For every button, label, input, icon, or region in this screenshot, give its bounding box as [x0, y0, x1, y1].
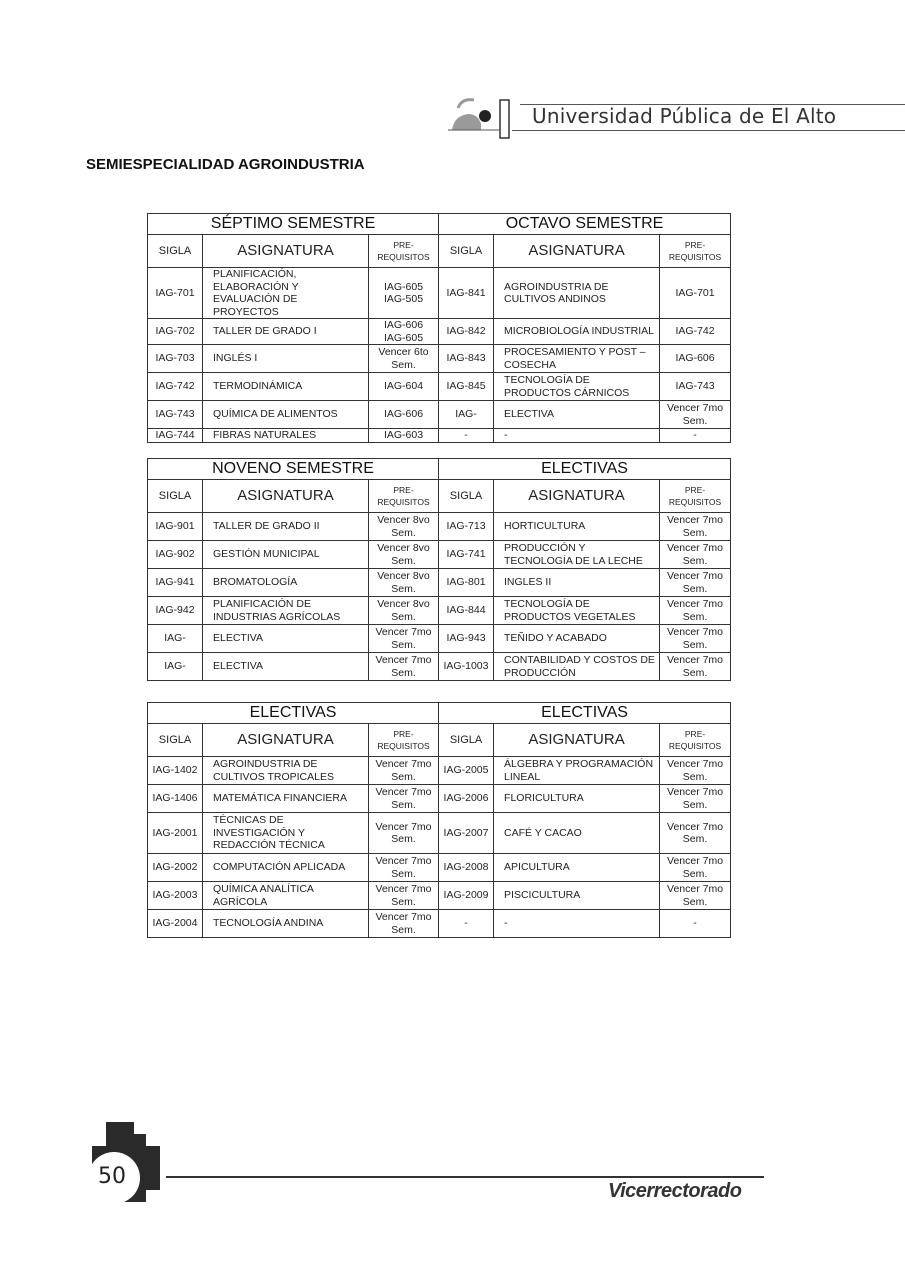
- course-name: PLANIFICACIÓN, ELABORACIÓN Y EVALUACIÓN DE PROYECTOS: [203, 268, 369, 319]
- course-name: QUÍMICA ANALÍTICA AGRÍCOLA: [203, 882, 369, 910]
- course-name: ÁLGEBRA Y PROGRAMACIÓN LINEAL: [494, 757, 660, 785]
- course-prerequisite: Vencer 8vo Sem.: [369, 569, 439, 597]
- course-row: [148, 757, 731, 785]
- course-code: IAG-841: [439, 268, 494, 319]
- column-header-sigla: SIGLA: [439, 724, 494, 757]
- course-name: MICROBIOLOGÍA INDUSTRIAL: [494, 319, 660, 345]
- curriculum-table-electivas: [147, 702, 731, 938]
- course-code: -: [439, 910, 494, 938]
- column-header-row: [148, 235, 731, 268]
- course-code: IAG-744: [148, 429, 203, 443]
- course-prerequisite: Vencer 6to Sem.: [369, 345, 439, 373]
- course-name: FLORICULTURA: [494, 785, 660, 813]
- andean-cross-logo-icon: [84, 1122, 164, 1202]
- column-header-prerequisitos: PRE-REQUISITOS: [660, 724, 731, 757]
- course-row: [148, 268, 731, 319]
- course-code: -: [439, 429, 494, 443]
- page-number: 50: [98, 1164, 126, 1189]
- course-prerequisite: Vencer 7mo Sem.: [369, 813, 439, 854]
- course-row: [148, 653, 731, 681]
- column-header-asignatura: ASIGNATURA: [494, 724, 660, 757]
- semester-title-left: SÉPTIMO SEMESTRE: [148, 214, 439, 235]
- course-code: IAG-1003: [439, 653, 494, 681]
- course-name: TALLER DE GRADO II: [203, 513, 369, 541]
- course-name: ELECTIVA: [203, 653, 369, 681]
- column-header-sigla: SIGLA: [148, 480, 203, 513]
- course-code: IAG-741: [439, 541, 494, 569]
- course-prerequisite: Vencer 7mo Sem.: [660, 757, 731, 785]
- semester-title-left: ELECTIVAS: [148, 703, 439, 724]
- course-name: TECNOLOGÍA DE PRODUCTOS CÁRNICOS: [494, 373, 660, 401]
- curriculum-table-9-electivas: [147, 458, 731, 681]
- course-prerequisite: Vencer 7mo Sem.: [369, 910, 439, 938]
- course-name: PROCESAMIENTO Y POST – COSECHA: [494, 345, 660, 373]
- header-rule: [512, 130, 905, 131]
- course-name: TECNOLOGÍA ANDINA: [203, 910, 369, 938]
- course-code: IAG-701: [148, 268, 203, 319]
- course-code: IAG-2008: [439, 854, 494, 882]
- course-row: [148, 625, 731, 653]
- course-name: AGROINDUSTRIA DE CULTIVOS ANDINOS: [494, 268, 660, 319]
- column-header-prerequisitos: PRE-REQUISITOS: [660, 235, 731, 268]
- course-prerequisite: IAG-743: [660, 373, 731, 401]
- course-name: ELECTIVA: [494, 401, 660, 429]
- course-name: ELECTIVA: [203, 625, 369, 653]
- course-code: IAG-: [439, 401, 494, 429]
- footer-rule: [166, 1176, 764, 1178]
- course-name: INGLES II: [494, 569, 660, 597]
- course-name: -: [494, 429, 660, 443]
- course-prerequisite: Vencer 7mo Sem.: [660, 882, 731, 910]
- course-code: IAG-: [148, 625, 203, 653]
- course-code: IAG-2005: [439, 757, 494, 785]
- course-code: IAG-902: [148, 541, 203, 569]
- course-prerequisite: Vencer 7mo Sem.: [660, 569, 731, 597]
- course-prerequisite: Vencer 7mo Sem.: [660, 401, 731, 429]
- course-row: [148, 401, 731, 429]
- column-header-asignatura: ASIGNATURA: [494, 480, 660, 513]
- column-header-prerequisitos: PRE-REQUISITOS: [369, 235, 439, 268]
- course-prerequisite: IAG-605 IAG-505: [369, 268, 439, 319]
- course-code: IAG-1406: [148, 785, 203, 813]
- course-code: IAG-: [148, 653, 203, 681]
- course-prerequisite: Vencer 8vo Sem.: [369, 597, 439, 625]
- column-header-prerequisitos: PRE-REQUISITOS: [369, 480, 439, 513]
- course-row: [148, 345, 731, 373]
- course-code: IAG-713: [439, 513, 494, 541]
- semester-title-left: NOVENO SEMESTRE: [148, 459, 439, 480]
- course-name: MATEMÁTICA FINANCIERA: [203, 785, 369, 813]
- course-prerequisite: IAG-603: [369, 429, 439, 443]
- course-code: IAG-801: [439, 569, 494, 597]
- course-prerequisite: IAG-606: [660, 345, 731, 373]
- course-row: [148, 597, 731, 625]
- course-prerequisite: Vencer 7mo Sem.: [660, 541, 731, 569]
- column-header-asignatura: ASIGNATURA: [203, 235, 369, 268]
- course-name: CONTABILIDAD Y COSTOS DE PRODUCCIÓN: [494, 653, 660, 681]
- course-code: IAG-942: [148, 597, 203, 625]
- course-code: IAG-742: [148, 373, 203, 401]
- course-code: IAG-2006: [439, 785, 494, 813]
- column-header-sigla: SIGLA: [439, 235, 494, 268]
- course-row: [148, 854, 731, 882]
- course-code: IAG-842: [439, 319, 494, 345]
- column-header-asignatura: ASIGNATURA: [203, 724, 369, 757]
- course-code: IAG-2009: [439, 882, 494, 910]
- semester-title-right: ELECTIVAS: [439, 459, 731, 480]
- course-prerequisite: Vencer 7mo Sem.: [369, 854, 439, 882]
- column-header-sigla: SIGLA: [148, 235, 203, 268]
- course-prerequisite: IAG-606: [369, 401, 439, 429]
- course-name: TEÑIDO Y ACABADO: [494, 625, 660, 653]
- course-prerequisite: IAG-606 IAG-605: [369, 319, 439, 345]
- course-name: -: [494, 910, 660, 938]
- course-row: [148, 541, 731, 569]
- course-prerequisite: Vencer 8vo Sem.: [369, 541, 439, 569]
- course-code: IAG-901: [148, 513, 203, 541]
- course-prerequisite: Vencer 7mo Sem.: [660, 597, 731, 625]
- course-prerequisite: Vencer 7mo Sem.: [369, 785, 439, 813]
- course-prerequisite: IAG-701: [660, 268, 731, 319]
- course-code: IAG-743: [148, 401, 203, 429]
- course-row: [148, 373, 731, 401]
- column-header-asignatura: ASIGNATURA: [494, 235, 660, 268]
- course-name: FIBRAS NATURALES: [203, 429, 369, 443]
- course-name: PISCICULTURA: [494, 882, 660, 910]
- course-code: IAG-703: [148, 345, 203, 373]
- course-name: BROMATOLOGÍA: [203, 569, 369, 597]
- course-prerequisite: Vencer 7mo Sem.: [660, 513, 731, 541]
- course-name: INGLÉS I: [203, 345, 369, 373]
- course-name: GESTIÓN MUNICIPAL: [203, 541, 369, 569]
- course-code: IAG-941: [148, 569, 203, 597]
- course-prerequisite: Vencer 7mo Sem.: [369, 757, 439, 785]
- course-code: IAG-1402: [148, 757, 203, 785]
- column-header-sigla: SIGLA: [439, 480, 494, 513]
- course-row: [148, 319, 731, 345]
- course-row: [148, 910, 731, 938]
- university-logo-icon: [448, 94, 518, 140]
- course-code: IAG-845: [439, 373, 494, 401]
- course-name: QUÍMICA DE ALIMENTOS: [203, 401, 369, 429]
- course-code: IAG-2002: [148, 854, 203, 882]
- course-name: HORTICULTURA: [494, 513, 660, 541]
- column-header-prerequisitos: PRE-REQUISITOS: [369, 724, 439, 757]
- course-prerequisite: -: [660, 429, 731, 443]
- course-name: PRODUCCIÓN Y TECNOLOGÍA DE LA LECHE: [494, 541, 660, 569]
- semester-title-right: ELECTIVAS: [439, 703, 731, 724]
- course-row: [148, 882, 731, 910]
- course-name: PLANIFICACIÓN DE INDUSTRIAS AGRÍCOLAS: [203, 597, 369, 625]
- course-row: [148, 569, 731, 597]
- course-code: IAG-2007: [439, 813, 494, 854]
- section-title: SEMIESPECIALIDAD AGROINDUSTRIA: [86, 156, 365, 173]
- course-name: TECNOLOGÍA DE PRODUCTOS VEGETALES: [494, 597, 660, 625]
- course-prerequisite: Vencer 7mo Sem.: [369, 653, 439, 681]
- semester-title-right: OCTAVO SEMESTRE: [439, 214, 731, 235]
- course-name: TÉCNICAS DE INVESTIGACIÓN Y REDACCIÓN TÉCNICA: [203, 813, 369, 854]
- course-name: AGROINDUSTRIA DE CULTIVOS TROPICALES: [203, 757, 369, 785]
- semester-header-row: [148, 214, 731, 235]
- course-prerequisite: Vencer 7mo Sem.: [660, 785, 731, 813]
- vicerrectorado-logo: Vicerrectorado: [608, 1180, 742, 1202]
- course-prerequisite: IAG-742: [660, 319, 731, 345]
- course-code: IAG-2001: [148, 813, 203, 854]
- course-name: TALLER DE GRADO I: [203, 319, 369, 345]
- course-prerequisite: Vencer 7mo Sem.: [660, 854, 731, 882]
- course-prerequisite: Vencer 7mo Sem.: [660, 625, 731, 653]
- course-name: CAFÉ Y CACAO: [494, 813, 660, 854]
- column-header-row: [148, 480, 731, 513]
- column-header-prerequisitos: PRE-REQUISITOS: [660, 480, 731, 513]
- course-row: [148, 813, 731, 854]
- course-prerequisite: Vencer 7mo Sem.: [660, 653, 731, 681]
- course-name: COMPUTACIÓN APLICADA: [203, 854, 369, 882]
- course-prerequisite: Vencer 8vo Sem.: [369, 513, 439, 541]
- course-code: IAG-2003: [148, 882, 203, 910]
- course-name: APICULTURA: [494, 854, 660, 882]
- course-row: [148, 785, 731, 813]
- course-code: IAG-702: [148, 319, 203, 345]
- course-code: IAG-2004: [148, 910, 203, 938]
- course-row: [148, 429, 731, 443]
- course-prerequisite: IAG-604: [369, 373, 439, 401]
- course-row: [148, 513, 731, 541]
- university-name: Universidad Pública de El Alto: [532, 104, 837, 128]
- column-header-row: [148, 724, 731, 757]
- course-prerequisite: -: [660, 910, 731, 938]
- semester-header-row: [148, 703, 731, 724]
- column-header-asignatura: ASIGNATURA: [203, 480, 369, 513]
- course-prerequisite: Vencer 7mo Sem.: [369, 882, 439, 910]
- course-name: TERMODINÁMICA: [203, 373, 369, 401]
- semester-header-row: [148, 459, 731, 480]
- course-prerequisite: Vencer 7mo Sem.: [369, 625, 439, 653]
- curriculum-table-7-8: [147, 213, 731, 443]
- column-header-sigla: SIGLA: [148, 724, 203, 757]
- course-code: IAG-844: [439, 597, 494, 625]
- course-prerequisite: Vencer 7mo Sem.: [660, 813, 731, 854]
- course-code: IAG-843: [439, 345, 494, 373]
- course-code: IAG-943: [439, 625, 494, 653]
